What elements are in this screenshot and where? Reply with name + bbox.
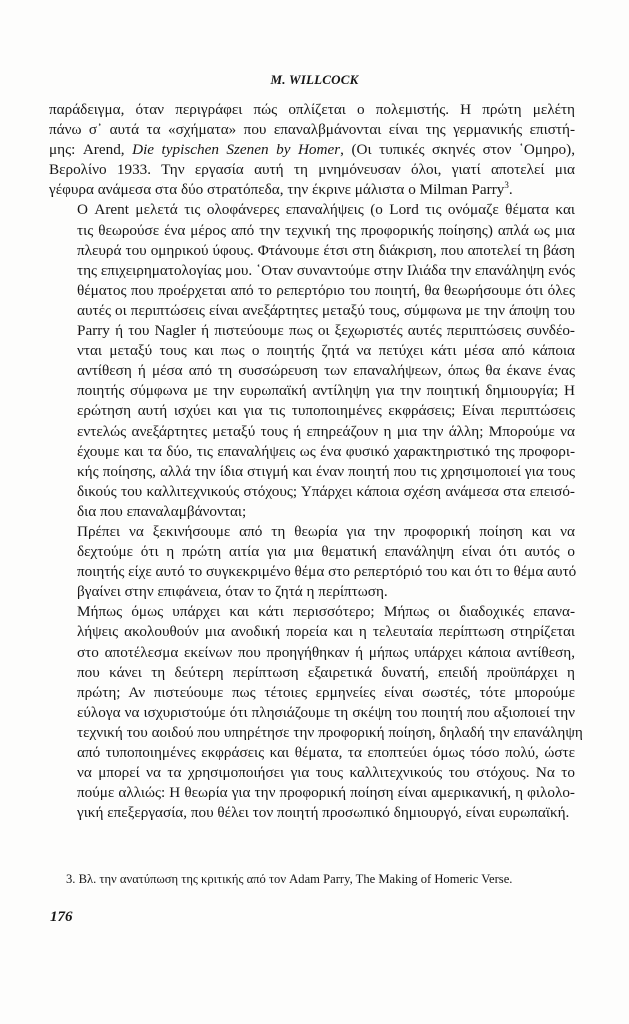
text-line: πλευρά του ομηρικού ύφους. Φτάνουμε έτσι στη διάκριση, που αποτελεί τη βάση: [77, 241, 575, 259]
text-line: παράδειγμα, όταν περιγράφει πώς οπλίζεται ο πολεμιστής. Η πρώτη μελέτη: [49, 101, 575, 118]
text-line: βγαίνει στην επιφάνεια, όταν το ζητά η περίπτωση.: [77, 583, 388, 601]
text-line: να μπορεί να τα χρησιμοποιήσει για τους καλλιτεχνικούς του στόχους. Να το: [77, 764, 575, 782]
text-line: αντίθεση ή μέσα από τη συσσώρευση των επαναλήψεων, όπως θα έκανε ένας: [77, 362, 575, 380]
paragraph: [49, 100, 575, 200]
footnote: [66, 871, 586, 887]
text-line: εύλογα να ισχυριστούμε ότι πλησιάζουμε τη σκέψη του ποιητή που αξιοποιεί την: [77, 703, 575, 721]
text-line: αυτές οι περιπτώσεις είναι ανεξάρτητες μεταξύ τους, σύμφωνα με την άποψη του: [77, 301, 575, 319]
text-line: από τυποποιημένες εκφράσεις και θέματα, τα εποπτεύει όμως τόσο πολύ, ώστε: [77, 744, 575, 761]
text-line: Parry ή του Nagler ή πιστεύουμε πως οι ξεχωριστές αυτές περιπτώσεις συνδέο-: [77, 322, 575, 340]
text-line: ποιητής είχε αυτό το συγκεκριμένο θέμα στο ρεπερτόριό του και ότι το θέμα αυτό: [77, 563, 577, 581]
text-line: νται μεταξύ τους και πως ο ποιητής ζητά να πετύχει κάτι μέσα από κάποια: [77, 342, 575, 360]
page-number: 176: [50, 909, 73, 925]
text-line: δια που επαναλαμβάνονται;: [77, 502, 247, 520]
running-header: M. WILLCOCK: [270, 72, 359, 87]
footnote-number: 3.: [66, 872, 76, 886]
text-line: πούμε αλλιώς: Η θεωρία για την προφορική ποίηση είναι αμερικανική, η φιλολο-: [77, 784, 575, 802]
text-line: πρώτη; Αν πιστεύουμε πως τέτοιες ερμηνείες είναι σωστές, τότε μπορούμε: [77, 683, 575, 701]
body-text: [49, 100, 583, 823]
text-line: γική επεξεργασία, που θέλει τον ποιητή προσωπικό δημιουργό, είναι ευρωπαϊκή.: [77, 804, 570, 822]
text-line: τεχνική του αοιδού που υπηρέτησε την προφορική ποίηση, δηλαδή την επανάληψη: [77, 723, 583, 741]
footnote-text: Βλ. την ανατύπωση της κριτικής από τον Adam Parry, The Making of Homeric Verse.: [78, 872, 513, 886]
text-line: κής ποίησης, αλλά την ίδια στιγμή και έναν ποιητή που τις χρησιμοποιεί για τους: [77, 462, 575, 480]
text-line: της επιχειρηματολογίας μου. ῾Οταν συναντούμε στην Ιλιάδα την επανάληψη ενός: [77, 261, 575, 279]
text-line: γέφυρα ανάμεσα στα δύο στρατόπεδα, την έκρινε μάλιστα ο Milman Parry$^3$.: [49, 180, 513, 199]
text-line: λήψεις ακολουθούν μια ανοδική πορεία και η τελευταία περίπτωση στηρίζεται: [77, 623, 575, 641]
paragraph: [49, 522, 575, 602]
text-line: Ο Arent μελετά τις ολοφάνερες επαναλήψεις (ο Lord τις ονόμαζε θέματα και: [77, 201, 575, 219]
text-line: δικούς του καλλιτεχνικούς στόχους; Υπάρχει κάποια σχέση ανάμεσα στα επεισό-: [77, 482, 575, 500]
text-line: πάνω σ᾽ αυτά τα «σχήματα» που επαναλβμάνονται είναι της γερμανικής επιστή-: [49, 121, 575, 139]
text-line: τις θεωρούσε ένα μέρος από την τεχνική της προφορικής ποίησης) απλά ως μια: [77, 221, 575, 239]
text-line: στο αποτέλεσμα εκείνων που προηγήθηκαν ή μήπως υπάρχει κάποια αντίθεση,: [77, 643, 575, 661]
text-line: ποιητής σύμφωνα με την ευρωπαϊκή αντίληψη για την ποιητική δημιουργία; Η: [77, 382, 575, 400]
text-line: εντελώς ανεξάρτητες μεταξύ τους ή επηρεάζουν η μια την άλλη; Μπορούμε να: [77, 422, 575, 440]
paragraph: [49, 602, 583, 823]
text-line: θέματος που προέρχεται από το ρεπερτόριο του ποιητή, θα θεωρήσουμε ότι όλες: [77, 281, 575, 299]
text-line: Μήπως όμως υπάρχει και κάτι περισσότερο; Μήπως οι διαδοχικές επανα-: [77, 603, 575, 621]
text-line: έχουμε και τα δύο, τις επαναλήψεις ως ένα φυσικό χαρακτηριστικό της προφορι-: [77, 442, 575, 460]
text-line: μης: Arend, Die typischen Szenen by Homer, (Οι τυπικές σκηνές στον ῾Ομηρο),: [49, 141, 575, 159]
text-line: δεχτούμε ότι η πρώτη αιτία για μια θεματική επανάληψη είναι ότι αυτός ο: [77, 543, 575, 561]
book-title: Die typischen Szenen by Homer: [132, 141, 341, 159]
footnote-ref[interactable]: 3: [504, 180, 509, 191]
text-line: ερώτηση αυτή ισχύει και για τις τυποποιημένες εκφράσεις; Είναι περιπτώσεις: [77, 402, 575, 420]
text-line: Πρέπει να ξεκινήσουμε από τη θεωρία για την προφορική ποίηση και να: [77, 522, 575, 540]
text-line: που κάνει τη δεύτερη περίπτωση εξαιρετικά δυνατή, επειδή προϋπάρχει η: [77, 663, 575, 681]
paragraph: [49, 200, 575, 522]
text-line: Βερολίνο 1933. Την εργασία αυτή τη μνημόνευσαν όλοι, γιατί αποτελεί μια: [49, 161, 575, 179]
